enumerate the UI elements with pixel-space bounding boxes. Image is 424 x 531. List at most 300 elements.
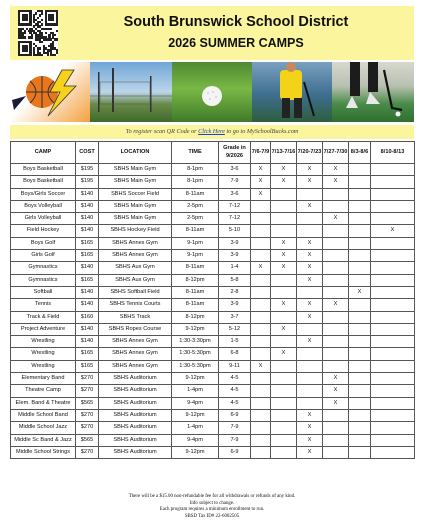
table-row — [11, 409, 415, 421]
week-session-cell — [323, 422, 349, 434]
column-header: LOCATION — [99, 142, 172, 164]
week-session-cell — [371, 237, 415, 249]
week-session-cell — [251, 274, 271, 286]
time-cell: 9-4pm — [172, 397, 219, 409]
camp-name-cell: Softball — [11, 286, 76, 298]
grade-cell: 4-5 — [219, 385, 251, 397]
week-session-cell — [349, 311, 371, 323]
cost-cell: $270 — [76, 446, 99, 458]
week-session-cell: X — [323, 373, 349, 385]
cost-cell: $270 — [76, 409, 99, 421]
qr-module — [45, 32, 47, 34]
week-session-cell — [349, 237, 371, 249]
week-session-cell — [371, 213, 415, 225]
qr-module — [52, 19, 54, 21]
week-session-cell: X — [297, 434, 323, 446]
week-session-cell — [371, 348, 415, 360]
week-session-cell — [371, 336, 415, 348]
week-session-cell — [251, 311, 271, 323]
qr-module — [56, 30, 58, 32]
week-session-cell — [349, 348, 371, 360]
cost-cell: $140 — [76, 286, 99, 298]
column-header: Grade in 9/2026 — [219, 142, 251, 164]
week-session-cell — [323, 409, 349, 421]
week-session-cell — [271, 422, 297, 434]
week-session-cell — [349, 164, 371, 176]
week-session-cell — [349, 409, 371, 421]
week-session-cell — [371, 262, 415, 274]
grade-cell: 2-8 — [219, 286, 251, 298]
camp-schedule-table — [10, 141, 415, 459]
camp-name-cell: Elem. Band & Theatre — [11, 397, 76, 409]
camp-name-cell: Theatre Camp — [11, 385, 76, 397]
week-session-cell — [271, 373, 297, 385]
week-session-cell — [251, 213, 271, 225]
grade-cell: 6-9 — [219, 409, 251, 421]
week-session-cell — [251, 373, 271, 385]
week-session-cell — [349, 299, 371, 311]
qr-code[interactable] — [18, 10, 58, 56]
week-session-cell — [371, 200, 415, 212]
week-session-cell — [371, 434, 415, 446]
week-session-cell — [251, 385, 271, 397]
week-session-cell — [371, 446, 415, 458]
week-session-cell — [297, 385, 323, 397]
week-session-cell — [349, 176, 371, 188]
week-session-cell — [297, 286, 323, 298]
table-row — [11, 176, 415, 188]
week-session-cell — [349, 422, 371, 434]
week-session-cell — [297, 213, 323, 225]
grade-cell: 3-7 — [219, 311, 251, 323]
cost-cell: $165 — [76, 237, 99, 249]
camp-name-cell: Girls Golf — [11, 250, 76, 262]
qr-module — [41, 54, 43, 56]
camp-name-cell: Middle School Jazz — [11, 422, 76, 434]
location-cell: SBHS Aux Gym — [99, 274, 172, 286]
golf-ball-photo — [172, 62, 252, 122]
time-cell: 8-11am — [172, 262, 219, 274]
week-session-cell: X — [271, 164, 297, 176]
cost-cell: $270 — [76, 422, 99, 434]
table-row — [11, 225, 415, 237]
hockey-stick-photo — [332, 62, 414, 122]
grade-cell: 7-12 — [219, 200, 251, 212]
qr-module — [24, 36, 26, 38]
field-hockey-photo — [252, 62, 332, 122]
week-session-cell: X — [251, 176, 271, 188]
week-session-cell: X — [323, 299, 349, 311]
time-cell: 8-12pm — [172, 311, 219, 323]
grade-cell: 3-9 — [219, 299, 251, 311]
location-cell: SBHS Auditorium — [99, 373, 172, 385]
qr-module — [31, 36, 33, 38]
time-cell: 1-4pm — [172, 422, 219, 434]
week-session-cell: X — [297, 409, 323, 421]
week-session-cell — [371, 409, 415, 421]
table-row — [11, 213, 415, 225]
week-session-cell — [251, 323, 271, 335]
cost-cell: $195 — [76, 164, 99, 176]
week-session-cell — [371, 360, 415, 372]
week-session-cell — [349, 213, 371, 225]
week-session-cell — [271, 397, 297, 409]
table-row — [11, 323, 415, 335]
grade-cell: 5-10 — [219, 225, 251, 237]
week-session-cell — [297, 348, 323, 360]
table-row — [11, 348, 415, 360]
week-session-cell — [349, 274, 371, 286]
week-session-cell — [297, 188, 323, 200]
week-session-cell: X — [251, 262, 271, 274]
grade-cell: 3-6 — [219, 164, 251, 176]
week-session-cell — [371, 299, 415, 311]
week-session-cell — [271, 385, 297, 397]
location-cell: SBHS Annex Gym — [99, 250, 172, 262]
table-row — [11, 446, 415, 458]
location-cell: SBHS Annex Gym — [99, 336, 172, 348]
week-session-cell: X — [297, 262, 323, 274]
week-session-cell — [251, 409, 271, 421]
grade-cell: 1-4 — [219, 262, 251, 274]
time-cell: 1:30-3:30pm — [172, 336, 219, 348]
location-cell: SBHS Annex Gym — [99, 348, 172, 360]
time-cell: 8-11am — [172, 225, 219, 237]
week-session-cell — [297, 225, 323, 237]
cost-cell: $140 — [76, 213, 99, 225]
week-session-cell — [371, 188, 415, 200]
qr-module — [54, 54, 56, 56]
cost-cell: $140 — [76, 188, 99, 200]
week-session-cell — [271, 360, 297, 372]
cost-cell: $165 — [76, 360, 99, 372]
week-session-cell: X — [323, 385, 349, 397]
grade-cell: 1-5 — [219, 336, 251, 348]
camp-name-cell: Gymnastics — [11, 274, 76, 286]
week-session-cell — [349, 200, 371, 212]
cost-cell: $160 — [76, 311, 99, 323]
table-header-row — [11, 142, 415, 164]
time-cell: 8-11am — [172, 188, 219, 200]
table-row — [11, 237, 415, 249]
week-session-cell: X — [297, 336, 323, 348]
camp-name-cell: Wrestling — [11, 348, 76, 360]
location-cell: SBHS Auditorium — [99, 385, 172, 397]
camp-name-cell: Middle Sc Band & Jazz — [11, 434, 76, 446]
time-cell: 8-11am — [172, 286, 219, 298]
week-session-cell — [323, 348, 349, 360]
week-session-cell: X — [323, 176, 349, 188]
camps-subtitle: 2026 SUMMER CAMPS — [168, 36, 304, 50]
qr-module — [41, 41, 43, 43]
week-session-cell — [371, 274, 415, 286]
cost-cell: $140 — [76, 323, 99, 335]
footer-enrollment-note: Each program requires a minimum enrollment to run. — [159, 507, 265, 513]
location-cell: SBHS Annex Gym — [99, 360, 172, 372]
week-session-cell: X — [297, 446, 323, 458]
column-header: 8/3-8/6 — [349, 142, 371, 164]
week-session-cell — [371, 397, 415, 409]
table-row — [11, 311, 415, 323]
week-session-cell — [349, 446, 371, 458]
week-session-cell: X — [271, 176, 297, 188]
register-prefix: To register scan QR Code or — [125, 128, 199, 135]
week-session-cell — [271, 188, 297, 200]
week-session-cell — [251, 336, 271, 348]
cost-cell: $140 — [76, 200, 99, 212]
week-session-cell: X — [323, 397, 349, 409]
qr-module — [29, 23, 31, 25]
footer-tax-id: SBSD Tax ID# 22-6002505 — [184, 513, 240, 519]
qr-module — [41, 19, 43, 21]
week-session-cell — [271, 311, 297, 323]
week-session-cell — [371, 250, 415, 262]
week-session-cell: X — [251, 164, 271, 176]
grade-cell: 6-8 — [219, 348, 251, 360]
week-session-cell: X — [251, 188, 271, 200]
week-session-cell — [323, 360, 349, 372]
time-cell: 2-5pm — [172, 200, 219, 212]
week-session-cell — [251, 237, 271, 249]
week-session-cell — [349, 434, 371, 446]
week-session-cell — [251, 434, 271, 446]
cost-cell: $140 — [76, 225, 99, 237]
week-session-cell — [297, 323, 323, 335]
qr-module — [56, 52, 58, 54]
week-session-cell — [349, 360, 371, 372]
table-row — [11, 385, 415, 397]
camp-name-cell: Wrestling — [11, 360, 76, 372]
time-cell: 9-4pm — [172, 434, 219, 446]
week-session-cell — [371, 176, 415, 188]
qr-module — [24, 32, 26, 34]
week-session-cell — [323, 262, 349, 274]
district-title: South Brunswick School District — [123, 14, 349, 30]
week-session-cell — [271, 446, 297, 458]
cost-cell: $165 — [76, 348, 99, 360]
qr-module — [29, 54, 31, 56]
week-session-cell: X — [271, 237, 297, 249]
week-session-cell: X — [297, 422, 323, 434]
week-session-cell: X — [297, 274, 323, 286]
table-row — [11, 299, 415, 311]
grade-cell: 5-8 — [219, 274, 251, 286]
time-cell: 8-12pm — [172, 274, 219, 286]
cost-cell: $565 — [76, 397, 99, 409]
week-session-cell — [271, 434, 297, 446]
table-row — [11, 360, 415, 372]
location-cell: SBHS Auditorium — [99, 446, 172, 458]
location-cell: SBHS Hockey Field — [99, 225, 172, 237]
grade-cell: 9-11 — [219, 360, 251, 372]
week-session-cell — [323, 225, 349, 237]
basketball-logo-photo — [10, 62, 90, 122]
cost-cell: $140 — [76, 262, 99, 274]
table-row — [11, 422, 415, 434]
week-session-cell: X — [371, 225, 415, 237]
camp-name-cell: Middle School Band — [11, 409, 76, 421]
week-session-cell — [371, 311, 415, 323]
week-session-cell: X — [297, 164, 323, 176]
week-session-cell — [271, 225, 297, 237]
qr-module — [35, 12, 37, 14]
week-session-cell — [349, 250, 371, 262]
table-row — [11, 274, 415, 286]
time-cell: 9-12pm — [172, 323, 219, 335]
column-header: 8/10-8/13 — [371, 142, 415, 164]
week-session-cell — [323, 274, 349, 286]
week-session-cell — [371, 422, 415, 434]
week-session-cell — [349, 336, 371, 348]
cost-cell: $270 — [76, 373, 99, 385]
week-session-cell — [371, 373, 415, 385]
week-session-cell — [251, 348, 271, 360]
week-session-cell — [323, 311, 349, 323]
location-cell: SBHS Soccer Field — [99, 188, 172, 200]
qr-module — [37, 17, 39, 19]
qr-module — [56, 23, 58, 25]
camp-name-cell: Girls Volleyball — [11, 213, 76, 225]
registration-banner — [10, 125, 414, 139]
camp-name-cell: Middle School Strings — [11, 446, 76, 458]
week-session-cell — [271, 409, 297, 421]
week-session-cell — [271, 274, 297, 286]
grade-cell: 3-6 — [219, 188, 251, 200]
time-cell: 1-4pm — [172, 385, 219, 397]
cost-cell: $140 — [76, 336, 99, 348]
camp-name-cell: Project Adventure — [11, 323, 76, 335]
week-session-cell: X — [271, 299, 297, 311]
week-session-cell — [349, 397, 371, 409]
qr-module — [41, 12, 43, 14]
time-cell: 8-11am — [172, 299, 219, 311]
table-row — [11, 434, 415, 446]
qr-module — [39, 14, 41, 16]
week-session-cell — [251, 225, 271, 237]
camp-name-cell: Boys Golf — [11, 237, 76, 249]
week-session-cell — [251, 200, 271, 212]
table-row — [11, 164, 415, 176]
cost-cell: $270 — [76, 385, 99, 397]
week-session-cell — [297, 373, 323, 385]
week-session-cell — [323, 336, 349, 348]
click-here-link[interactable]: Click Here — [198, 128, 225, 135]
footer-fee-note: There will be a $15.00 non-refundable fee for all withdrawals or refunds of any kind. — [128, 494, 296, 499]
location-cell: SBHS Track — [99, 311, 172, 323]
camp-name-cell: Boys Basketball — [11, 176, 76, 188]
location-cell: SBHS Auditorium — [99, 397, 172, 409]
location-cell: SBHS Auditorium — [99, 409, 172, 421]
location-cell: SBHS Main Gym — [99, 213, 172, 225]
table-row — [11, 250, 415, 262]
grade-cell: 7-9 — [219, 176, 251, 188]
column-header: 7/27-7/30 — [323, 142, 349, 164]
time-cell: 1:30-5:30pm — [172, 348, 219, 360]
week-session-cell — [371, 286, 415, 298]
column-header: TIME — [172, 142, 219, 164]
qr-module — [56, 38, 58, 40]
week-session-cell: X — [271, 250, 297, 262]
time-cell: 9-12pm — [172, 409, 219, 421]
week-session-cell: X — [297, 237, 323, 249]
time-cell: 1:30-5:30pm — [172, 360, 219, 372]
week-session-cell: X — [271, 348, 297, 360]
qr-module — [54, 34, 56, 36]
grade-cell: 7-9 — [219, 434, 251, 446]
qr-module — [50, 28, 52, 30]
time-cell: 9-1pm — [172, 237, 219, 249]
week-session-cell — [251, 446, 271, 458]
table-row — [11, 200, 415, 212]
grade-cell: 3-9 — [219, 250, 251, 262]
week-session-cell — [371, 385, 415, 397]
location-cell: SBHS Softball Field — [99, 286, 172, 298]
week-session-cell: X — [323, 213, 349, 225]
photo-strip — [10, 62, 414, 122]
week-session-cell — [271, 200, 297, 212]
column-header: 7/6-7/9 — [251, 142, 271, 164]
cost-cell: $140 — [76, 299, 99, 311]
week-session-cell: X — [251, 360, 271, 372]
footer-notes — [10, 494, 414, 520]
camp-name-cell: Track & Field — [11, 311, 76, 323]
grade-cell: 7-12 — [219, 213, 251, 225]
grade-cell: 4-5 — [219, 373, 251, 385]
week-session-cell: X — [271, 262, 297, 274]
week-session-cell — [349, 385, 371, 397]
table-row — [11, 262, 415, 274]
cost-cell: $165 — [76, 250, 99, 262]
week-session-cell: X — [297, 250, 323, 262]
camp-name-cell: Gymnastics — [11, 262, 76, 274]
week-session-cell: X — [349, 286, 371, 298]
time-cell: 8-1pm — [172, 164, 219, 176]
week-session-cell — [251, 299, 271, 311]
week-session-cell — [271, 336, 297, 348]
location-cell: SBHS Auditorium — [99, 422, 172, 434]
week-session-cell — [323, 323, 349, 335]
week-session-cell — [349, 188, 371, 200]
week-session-cell — [251, 286, 271, 298]
week-session-cell: X — [297, 200, 323, 212]
cost-cell: $565 — [76, 434, 99, 446]
week-session-cell — [323, 237, 349, 249]
register-suffix: to go to MySchoolBucks.com — [224, 128, 299, 135]
soccer-field-photo — [90, 62, 172, 122]
grade-cell: 5-12 — [219, 323, 251, 335]
location-cell: SBHS Auditorium — [99, 434, 172, 446]
camp-name-cell: Boys Basketball — [11, 164, 76, 176]
location-cell: SBHS Aux Gym — [99, 262, 172, 274]
location-cell: SBHS Main Gym — [99, 200, 172, 212]
location-cell: SBHS Ropes Course — [99, 323, 172, 335]
table-row — [11, 336, 415, 348]
week-session-cell — [323, 286, 349, 298]
week-session-cell — [251, 422, 271, 434]
qr-module — [47, 54, 49, 56]
grade-cell: 3-9 — [219, 237, 251, 249]
time-cell: 9-12pm — [172, 446, 219, 458]
week-session-cell — [323, 434, 349, 446]
week-session-cell: X — [297, 311, 323, 323]
time-cell: 2-5pm — [172, 213, 219, 225]
week-session-cell — [271, 286, 297, 298]
column-header: 7/13-7/16 — [271, 142, 297, 164]
qr-module — [39, 47, 41, 49]
week-session-cell: X — [297, 299, 323, 311]
grade-cell: 7-9 — [219, 422, 251, 434]
week-session-cell — [271, 213, 297, 225]
